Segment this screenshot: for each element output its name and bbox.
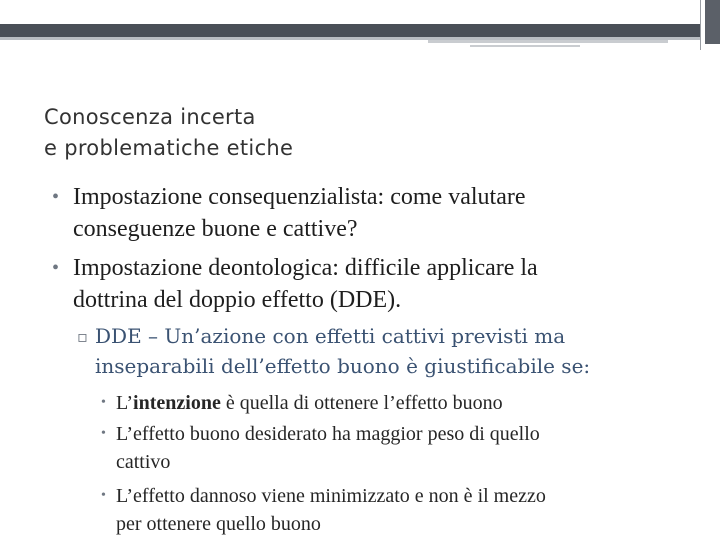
header-accent-bar-small [470,45,580,47]
header-dark-bar [0,24,720,37]
slide-title-line-1: Conoscenza incerta [44,105,256,129]
header-accent-bar [428,40,668,43]
square-bullet-icon: ▫ [77,327,88,346]
bullet-text-line-2: conseguenze buone e cattive? [73,216,358,242]
bullet-icon: • [52,186,60,208]
bullet-text-line-2: dottrina del doppio effetto (DDE). [73,287,402,313]
condition-text-line-1: L’effetto dannoso viene minimizzato e non è il mezzo [116,485,546,507]
bullet-icon: • [101,395,106,410]
condition-suffix: è quella di ottenere l’effetto buono [220,392,503,414]
condition-text-line-2: cattivo [116,451,171,473]
condition-text-line-2: per ottenere quello buono [116,513,321,535]
condition-text-line-1: L’effetto buono desiderato ha maggior peso di quello [116,423,540,445]
bullet-icon: • [52,257,60,279]
bullet-icon: • [101,488,106,503]
condition-text [116,388,696,418]
slide-title [44,102,644,164]
bullet-text-line-1: Impostazione deontologica: difficile applicare la [73,255,538,281]
header-band [0,0,720,24]
bullet-icon: • [101,426,106,441]
slide-title-line-2: e problematiche etiche [44,136,294,160]
corner-decoration-dark [705,0,720,44]
condition-bold-term: intenzione [133,392,221,414]
sub-bullet-text-line-2: inseparabili dell’effetto buono è giustificabile se: [95,354,591,378]
sub-bullet-text-line-1: DDE – Un’azione con effetti cattivi previsti ma [95,324,566,348]
condition-prefix: L’ [116,392,134,414]
bullet-text-line-1: Impostazione consequenzialista: come valutare [73,184,526,210]
